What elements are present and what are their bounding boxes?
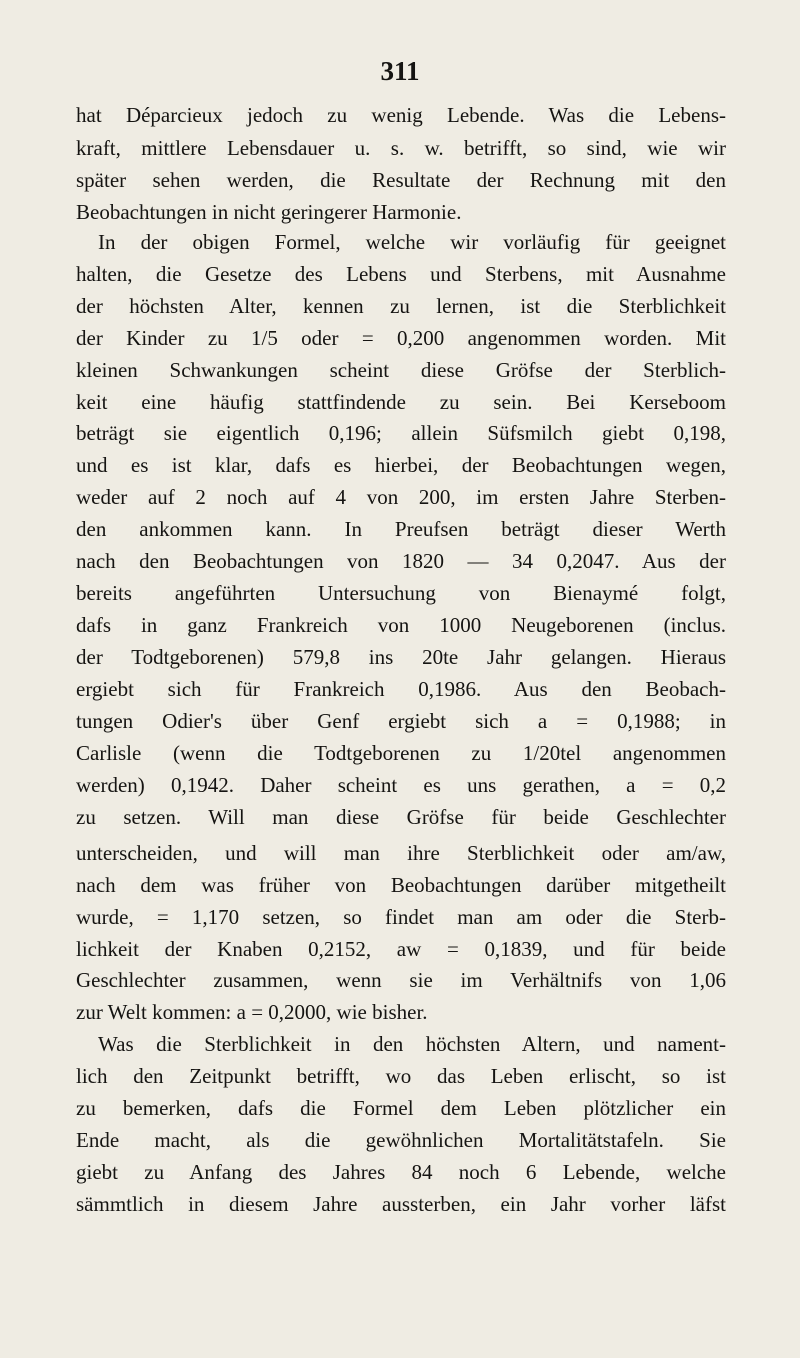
text-line: sämmtlich in diesem Jahre aussterben, ein Jahr vorher läfst [76, 1192, 726, 1216]
text-line: zu bemerken, dafs die Formel dem Leben plötzlicher ein [76, 1096, 726, 1120]
text-line: tungen Odier's über Genf ergiebt sich a = 0,1988; in [76, 709, 726, 733]
text-line: bereits angeführten Untersuchung von Bienaymé folgt, [76, 581, 726, 605]
text-line: und es ist klar, dafs es hierbei, der Beobachtungen wegen, [76, 453, 726, 477]
text-line: zu setzen. Will man diese Gröfse für beide Geschlechter [76, 805, 726, 829]
text-line: der Kinder zu 1/5 oder = 0,200 angenommen worden. Mit [76, 326, 726, 350]
text-line: der Todtgeborenen) 579,8 ins 20te Jahr gelangen. Hieraus [76, 645, 726, 669]
text-line: Geschlechter zusammen, wenn sie im Verhältnifs von 1,06 [76, 968, 726, 992]
text-line: Ende macht, als die gewöhnlichen Mortalitätstafeln. Sie [76, 1128, 726, 1152]
text-line: Beobachtungen in nicht geringerer Harmonie. [76, 200, 462, 224]
page-number: 311 [380, 56, 420, 86]
text-line: unterscheiden, und will man ihre Sterblichkeit oder am/aw, [76, 841, 726, 865]
text-line: hat Déparcieux jedoch zu wenig Lebende. Was die Lebens- [76, 103, 726, 127]
text-line: dafs in ganz Frankreich von 1000 Neugeborenen (inclus. [76, 613, 726, 637]
text-line: nach den Beobachtungen von 1820 — 34 0,2047. Aus der [76, 549, 726, 573]
text-line: halten, die Gesetze des Lebens und Sterbens, mit Ausnahme [76, 262, 726, 286]
text-line: der höchsten Alter, kennen zu lernen, ist die Sterblichkeit [76, 294, 726, 318]
text-line: weder auf 2 noch auf 4 von 200, im ersten Jahre Sterben- [76, 485, 726, 509]
text-line: den ankommen kann. In Preufsen beträgt dieser Werth [76, 517, 726, 541]
text-line: wurde, = 1,170 setzen, so findet man am oder die Sterb- [76, 905, 726, 929]
text-line: keit eine häufig stattfindende zu sein. Bei Kerseboom [76, 390, 726, 414]
text-line: kleinen Schwankungen scheint diese Gröfse der Sterblich- [76, 358, 726, 382]
text-line: lichkeit der Knaben 0,2152, aw = 0,1839, und für beide [76, 937, 726, 961]
text-line: beträgt sie eigentlich 0,196; allein Süfsmilch giebt 0,198, [76, 421, 726, 445]
text-line: giebt zu Anfang des Jahres 84 noch 6 Lebende, welche [76, 1160, 726, 1184]
text-line: In der obigen Formel, welche wir vorläufig für geeignet [98, 230, 726, 254]
text-line: Carlisle (wenn die Todtgeborenen zu 1/20tel angenommen [76, 741, 726, 765]
text-line: werden) 0,1942. Daher scheint es uns gerathen, a = 0,2 [76, 773, 726, 797]
text-line: nach dem was früher von Beobachtungen darüber mitgetheilt [76, 873, 726, 897]
text-line: Was die Sterblichkeit in den höchsten Altern, und nament- [98, 1032, 726, 1056]
text-line: zur Welt kommen: a = 0,2000, wie bisher. [76, 1000, 428, 1024]
text-line: ergiebt sich für Frankreich 0,1986. Aus den Beobach- [76, 677, 726, 701]
text-line: lich den Zeitpunkt betrifft, wo das Leben erlischt, so ist [76, 1064, 726, 1088]
text-line: kraft, mittlere Lebensdauer u. s. w. betrifft, so sind, wie wir [76, 136, 726, 160]
text-line: später sehen werden, die Resultate der Rechnung mit den [76, 168, 726, 192]
